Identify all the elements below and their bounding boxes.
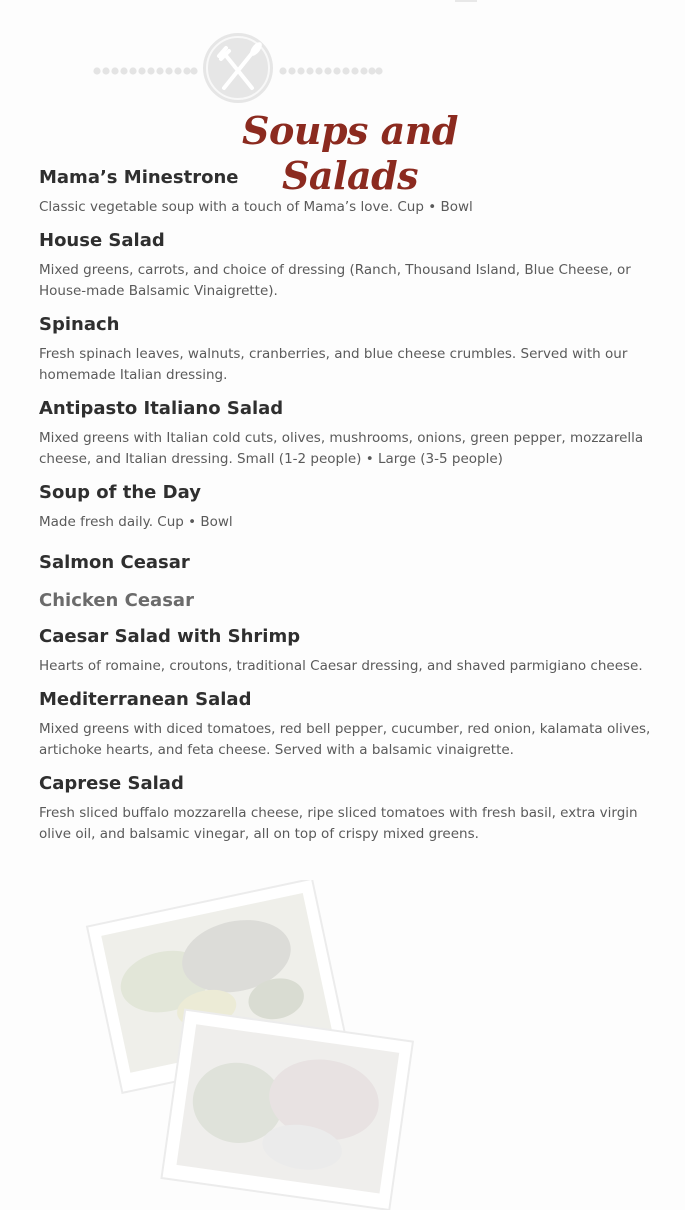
divider-dots-right (279, 67, 382, 74)
item-name: Mama’s Minestrone (39, 167, 239, 188)
item-description: Made fresh daily. Cup • Bowl (39, 514, 233, 530)
item-description: Mixed greens with Italian cold cuts, olives, mushrooms, onions, green pepper, mozzarella cheese, and Italian dressing. Small (1-2 people) • Large (3-5 people) (39, 430, 644, 467)
salad-photos-image (70, 880, 430, 1210)
menu-item (39, 587, 659, 615)
item-description: Fresh spinach leaves, walnuts, cranberries, and blue cheese crumbles. Served with our homemade Italian dressing. (39, 346, 628, 383)
menu-item (39, 549, 659, 577)
item-description: Classic vegetable soup with a touch of Mama’s love. Cup • Bowl (39, 199, 473, 215)
menu-item (39, 479, 659, 533)
menu-item (39, 623, 659, 677)
item-name: Spinach (39, 314, 120, 335)
item-name: House Salad (39, 230, 165, 251)
item-name: Mediterranean Salad (39, 689, 252, 710)
menu-item (39, 686, 659, 761)
fork-knife-divider (0, 0, 685, 110)
item-name: Caprese Salad (39, 773, 184, 794)
item-description: Fresh sliced buffalo mozzarella cheese, ripe sliced tomatoes with fresh basil, extra virgin olive oil, and balsamic vinegar, all on top of crispy mixed greens. (39, 805, 638, 842)
menu-item (39, 770, 659, 845)
menu-item (39, 311, 659, 386)
top-cutoff-mark (455, 0, 477, 2)
photo-front (162, 1010, 413, 1210)
menu-item (39, 227, 659, 302)
item-name: Soup of the Day (39, 482, 201, 503)
divider-dots-left (93, 67, 197, 74)
menu-item (39, 395, 659, 470)
item-description: Hearts of romaine, croutons, traditional Caesar dressing, and shaved parmigiano cheese. (39, 658, 643, 674)
section-title: Soups and Salads (242, 108, 458, 198)
item-description: Mixed greens, carrots, and choice of dressing (Ranch, Thousand Island, Blue Cheese, or House-made Balsamic Vinaigrette). (39, 262, 631, 299)
item-name: Caesar Salad with Shrimp (39, 626, 301, 647)
item-description: Mixed greens with diced tomatoes, red bell pepper, cucumber, red onion, kalamata olives, artichoke hearts, and feta cheese. Served with a balsamic vinaigrette. (39, 721, 651, 758)
menu-item (39, 164, 659, 218)
fork-knife-icon (203, 33, 273, 103)
menu-list (39, 164, 659, 854)
item-name: Antipasto Italiano Salad (39, 398, 284, 419)
item-name: Chicken Ceasar (39, 590, 194, 611)
item-name: Salmon Ceasar (39, 552, 190, 573)
